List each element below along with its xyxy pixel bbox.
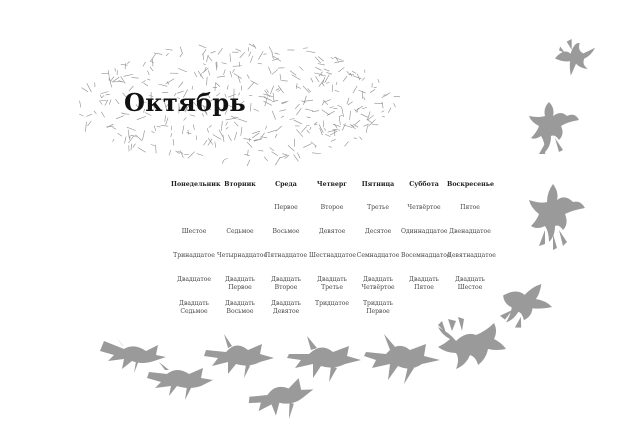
day-line: Второе (274, 283, 298, 291)
day-line: Шестое (457, 283, 483, 291)
bird-icon (438, 317, 506, 369)
bird-icon (529, 184, 585, 250)
day-line: Пятое (414, 283, 434, 291)
day-line: Тридцатое (315, 300, 349, 307)
day-line: Третье (321, 283, 343, 291)
day-cell: Двенадцатое (449, 228, 491, 235)
day-cell: Десятое (364, 228, 392, 235)
day-line: Седьмое (180, 307, 208, 315)
weekday-sunday: Воскресенье (447, 181, 495, 188)
day-cell: Семнадцатое (356, 252, 400, 259)
beast-icon (204, 334, 274, 378)
day-line: Первое (228, 283, 252, 291)
day-line: Двадцать (454, 276, 485, 283)
day-cell: Пятое (460, 204, 480, 211)
day-line: Двадцать (408, 276, 439, 283)
day-cell: Восьмое (272, 228, 300, 235)
day-line: Двадцать (270, 300, 301, 307)
day-line: Двадцать (270, 276, 301, 283)
day-cell: Первое (274, 204, 298, 211)
weekday-friday: Пятница (361, 181, 395, 188)
day-cell: Четвёртое (407, 204, 441, 211)
day-cell: Третье (367, 204, 389, 211)
day-line: Двадцать (224, 300, 255, 307)
weekday-tuesday: Вторник (224, 181, 256, 188)
weekday-monday: Понедельник (171, 181, 221, 188)
day-line: Восьмое (226, 307, 254, 315)
day-line: Двадцатое (177, 276, 211, 283)
day-line: Девятое (272, 307, 300, 315)
month-title: Октябрь (124, 88, 247, 117)
day-cell: Восемнадцатое (401, 252, 451, 259)
weekday-saturday: Суббота (409, 181, 439, 188)
day-cell: Шестнадцатое (309, 252, 356, 259)
bird-icon (494, 273, 558, 337)
day-cell: Девятое (318, 228, 346, 235)
day-line: Двадцать (178, 300, 209, 307)
day-line: Двадцать (362, 276, 393, 283)
bird-icon (529, 102, 579, 154)
beast-icon (287, 336, 361, 382)
beast-icon (246, 376, 318, 427)
day-line: Тридцать (362, 300, 394, 307)
beast-icon (147, 362, 213, 400)
day-cell: Пятнадцатое (264, 252, 308, 259)
day-cell: Второе (320, 204, 344, 211)
day-line: Четвёртое (361, 283, 395, 291)
day-cell: Девятнадцатое (447, 252, 496, 259)
beast-icon (364, 334, 440, 384)
beast-icon (100, 337, 166, 373)
day-line: Первое (366, 307, 390, 315)
weekday-wednesday: Среда (275, 181, 297, 188)
day-line: Двадцать (316, 276, 347, 283)
day-cell: Четырнадцатое (217, 252, 268, 259)
day-cell: Одиннадцатое (401, 228, 448, 235)
day-cell: Седьмое (226, 228, 254, 235)
day-line: Двадцать (224, 276, 255, 283)
weekday-thursday: Четверг (316, 181, 348, 188)
day-cell: Шестое (181, 228, 207, 235)
bird-icon (552, 35, 599, 78)
day-cell: Тринадцатое (173, 252, 215, 259)
